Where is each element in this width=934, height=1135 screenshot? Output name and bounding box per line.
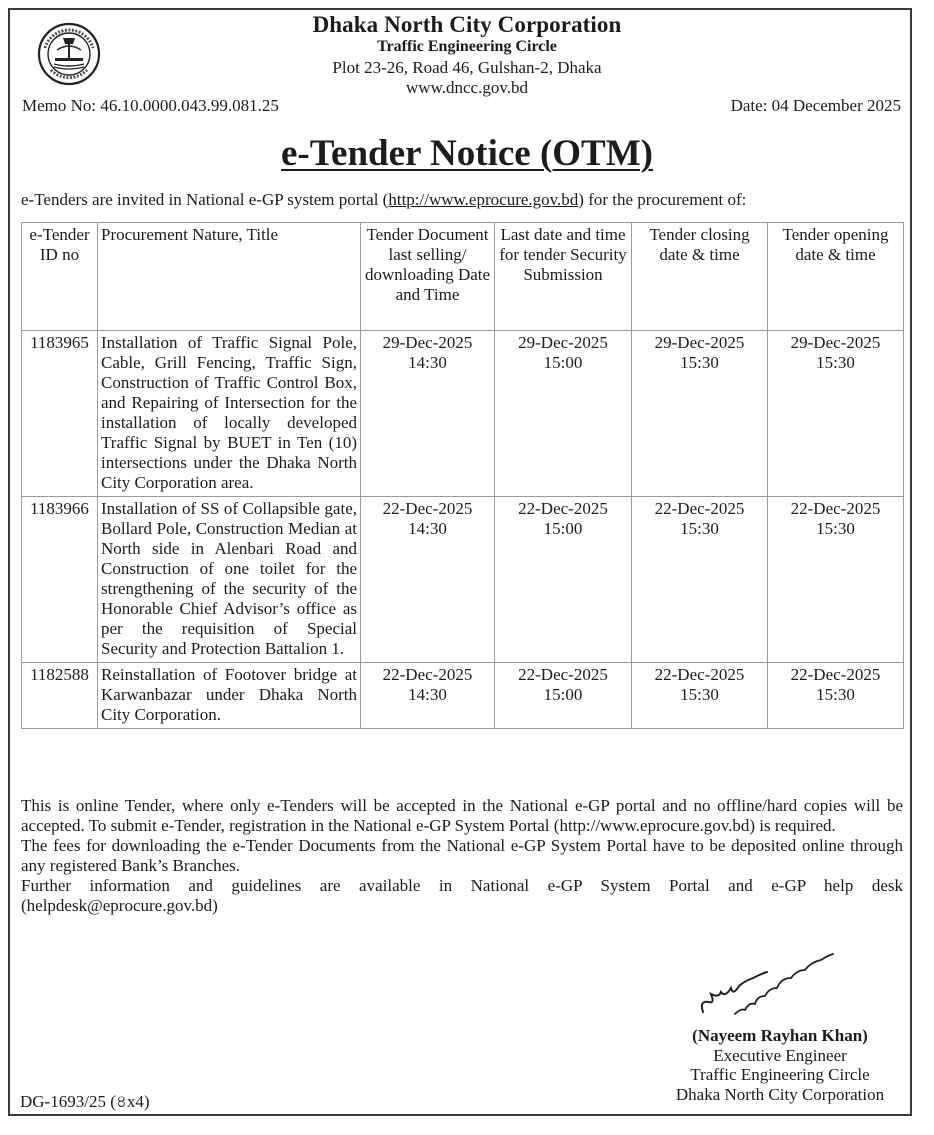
date: 22-Dec-2025 — [382, 665, 473, 684]
time: 15:30 — [816, 519, 855, 538]
intro-after: ) for the procurement of: — [578, 190, 747, 209]
doc-selling-datetime — [361, 663, 495, 729]
date: 22-Dec-2025 — [790, 665, 881, 684]
procurement-title: Reinstallation of Footover bridge at Karwanbazar under Dhaka North City Corporation. — [98, 663, 361, 729]
tender-table — [21, 222, 904, 729]
header-closing: Tender closing date & time — [632, 223, 768, 331]
table-row — [22, 331, 904, 497]
opening-datetime — [768, 663, 904, 729]
time: 15:30 — [680, 685, 719, 704]
time: 15:30 — [680, 519, 719, 538]
closing-datetime — [632, 497, 768, 663]
intro-text — [21, 190, 746, 210]
signatory-organization: Dhaka North City Corporation — [675, 1084, 885, 1104]
time: 15:00 — [543, 519, 583, 538]
handwritten-signature-icon — [695, 948, 845, 1028]
organization-name: Dhaka North City Corporation — [312, 12, 622, 37]
note-fees: The fees for downloading the e-Tender Documents from the National e-GP System Portal have to be deposited online through any registered Bank’s Branches. — [21, 836, 903, 875]
date: 22-Dec-2025 — [790, 499, 881, 518]
time: 15:30 — [816, 685, 855, 704]
notice-date: Date: 04 December 2025 — [730, 96, 901, 115]
division-name: Traffic Engineering Circle — [377, 38, 557, 55]
table-row — [22, 497, 904, 663]
time: 15:30 — [816, 353, 855, 372]
signatory-designation: Executive Engineer — [713, 1045, 847, 1065]
signatory-office: Traffic Engineering Circle — [690, 1065, 870, 1084]
doc-selling-datetime — [361, 331, 495, 497]
date: 29-Dec-2025 — [654, 333, 745, 352]
security-submission-datetime — [495, 663, 632, 729]
tender-id: 1183965 — [22, 331, 98, 497]
eprocure-link[interactable]: http://www.eprocure.gov.bd — [388, 190, 579, 209]
intro-before: e-Tenders are invited in National e-GP system portal ( — [21, 190, 389, 209]
security-submission-datetime — [495, 331, 632, 497]
table-row — [22, 663, 904, 729]
time: 15:00 — [543, 685, 583, 704]
date: 22-Dec-2025 — [518, 499, 608, 518]
date: 22-Dec-2025 — [654, 665, 745, 684]
signatory-block — [640, 1026, 920, 1104]
time: 14:30 — [408, 519, 447, 538]
header-tender-id: e-Tender ID no — [22, 223, 98, 331]
doc-selling-datetime — [361, 497, 495, 663]
time: 14:30 — [408, 685, 447, 704]
dg-reference: DG-1693/25 (৪x4) — [20, 1092, 150, 1111]
closing-datetime — [632, 663, 768, 729]
date: 29-Dec-2025 — [382, 333, 473, 352]
header-procurement-title: Procurement Nature, Title — [98, 223, 361, 331]
opening-datetime — [768, 497, 904, 663]
date: 29-Dec-2025 — [790, 333, 881, 352]
tender-id: 1182588 — [22, 663, 98, 729]
date: 22-Dec-2025 — [654, 499, 745, 518]
procurement-title: Installation of Traffic Signal Pole, Cable, Grill Fencing, Traffic Sign, Construction of Traffic Control Box, and Repairing of Intersection for the installation of locally developed Traffic Signal by BUET in Ten (10) intersections under the Dhaka North City Corporation area. — [98, 331, 361, 497]
website-link[interactable]: www.dncc.gov.bd — [406, 78, 528, 97]
office-address: Plot 23-26, Road 46, Gulshan-2, Dhaka — [332, 58, 602, 77]
date: 22-Dec-2025 — [382, 499, 473, 518]
note-further-info: Further information and guidelines are available in National e-GP System Portal and e-GP help desk (helpdesk@eprocure.gov.bd) — [21, 876, 903, 915]
time: 15:30 — [680, 353, 719, 372]
security-submission-datetime — [495, 497, 632, 663]
tender-id: 1183966 — [22, 497, 98, 663]
header-security-submission: Last date and time for tender Security Submission — [495, 223, 632, 331]
date: 29-Dec-2025 — [518, 333, 608, 352]
table-header-row — [22, 223, 904, 331]
date: 22-Dec-2025 — [518, 665, 608, 684]
note-online-tender: This is online Tender, where only e-Tenders will be accepted in the National e-GP portal and no offline/hard copies will be accepted. To submit e-Tender, registration in the National e-GP System Portal (http://www.eprocure.gov.bd) is required. — [21, 796, 903, 835]
header-doc-selling: Tender Document last selling/ downloading Date and Time — [361, 223, 495, 331]
closing-datetime — [632, 331, 768, 497]
notice-title: e-Tender Notice (OTM) — [281, 133, 653, 174]
time: 15:00 — [543, 353, 583, 372]
signatory-name: (Nayeem Rayhan Khan) — [692, 1026, 868, 1045]
header-opening: Tender opening date & time — [768, 223, 904, 331]
opening-datetime — [768, 331, 904, 497]
procurement-title: Installation of SS of Collapsible gate, Bollard Pole, Construction Median at North side in Alenbari Road and Construction of one toilet for the strengthening of the security of the Honorable Chief Advisor’s office as per the requisition of Special Security and Protection Battalion 1. — [98, 497, 361, 663]
time: 14:30 — [408, 353, 447, 372]
notes-section — [21, 796, 903, 916]
memo-number: Memo No: 46.10.0000.043.99.081.25 — [22, 96, 279, 115]
